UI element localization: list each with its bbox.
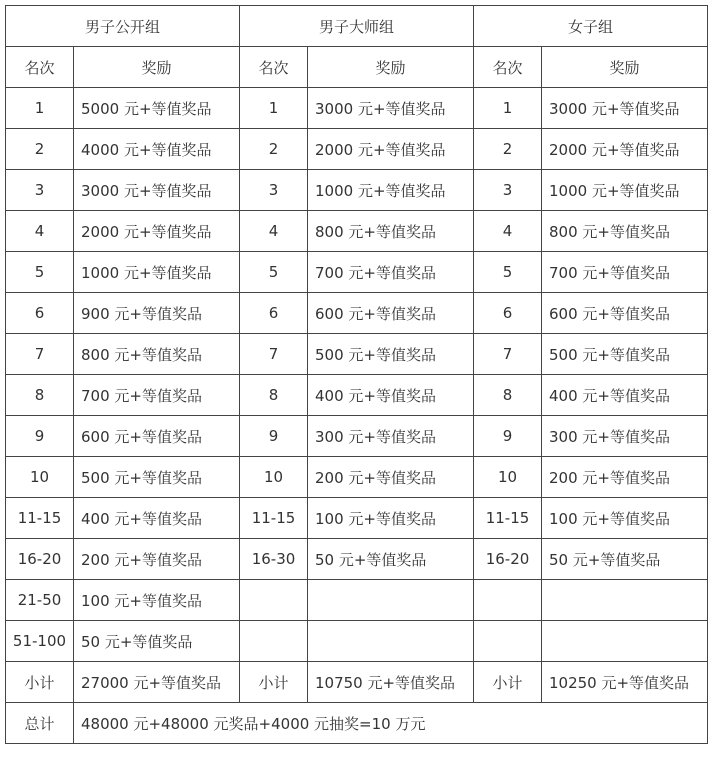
prize-header: 奖励	[74, 47, 240, 88]
men-open-prize: 400 元+等值奖品	[74, 498, 240, 539]
rank-header: 名次	[474, 47, 542, 88]
subtotal-label: 小计	[240, 662, 308, 703]
men-master-rank: 4	[240, 211, 308, 252]
table-row	[6, 457, 708, 498]
women-rank: 6	[474, 293, 542, 334]
men-open-rank: 10	[6, 457, 74, 498]
total-row	[6, 703, 708, 744]
men-open-rank: 8	[6, 375, 74, 416]
table-row	[6, 416, 708, 457]
men-master-prize: 50 元+等值奖品	[308, 539, 474, 580]
women-rank: 5	[474, 252, 542, 293]
men-master-rank: 11-15	[240, 498, 308, 539]
table-row	[6, 170, 708, 211]
table-row	[6, 129, 708, 170]
women-prize: 3000 元+等值奖品	[542, 88, 708, 129]
table-row	[6, 621, 708, 662]
men-open-prize: 700 元+等值奖品	[74, 375, 240, 416]
men-master-rank: 7	[240, 334, 308, 375]
women-rank: 7	[474, 334, 542, 375]
men-master-prize: 1000 元+等值奖品	[308, 170, 474, 211]
total-value: 48000 元+48000 元奖品+4000 元抽奖=10 万元	[74, 703, 708, 744]
men-master-rank: 2	[240, 129, 308, 170]
men-master-prize: 700 元+等值奖品	[308, 252, 474, 293]
women-rank: 2	[474, 129, 542, 170]
men-open-prize: 2000 元+等值奖品	[74, 211, 240, 252]
rank-header: 名次	[6, 47, 74, 88]
men-master-prize: 300 元+等值奖品	[308, 416, 474, 457]
women-rank: 10	[474, 457, 542, 498]
men-open-rank: 5	[6, 252, 74, 293]
men-master-rank: 5	[240, 252, 308, 293]
subtotal-label: 小计	[6, 662, 74, 703]
men-master-rank	[240, 580, 308, 621]
women-rank	[474, 621, 542, 662]
table-row	[6, 252, 708, 293]
men-master-prize: 100 元+等值奖品	[308, 498, 474, 539]
men-master-prize	[308, 621, 474, 662]
men-open-rank: 7	[6, 334, 74, 375]
men-open-rank: 1	[6, 88, 74, 129]
women-prize: 50 元+等值奖品	[542, 539, 708, 580]
men-open-prize: 4000 元+等值奖品	[74, 129, 240, 170]
men-master-prize: 3000 元+等值奖品	[308, 88, 474, 129]
men-master-rank: 16-30	[240, 539, 308, 580]
women-prize	[542, 580, 708, 621]
women-prize: 100 元+等值奖品	[542, 498, 708, 539]
table-row	[6, 293, 708, 334]
subtotal-men-master: 10750 元+等值奖品	[308, 662, 474, 703]
prize-table-body	[6, 6, 708, 744]
men-master-rank: 9	[240, 416, 308, 457]
men-master-rank: 1	[240, 88, 308, 129]
women-rank: 8	[474, 375, 542, 416]
group-header-row	[6, 6, 708, 47]
men-open-rank: 51-100	[6, 621, 74, 662]
women-rank: 4	[474, 211, 542, 252]
men-master-prize: 600 元+等值奖品	[308, 293, 474, 334]
men-open-rank: 2	[6, 129, 74, 170]
subtotal-label: 小计	[474, 662, 542, 703]
table-row	[6, 498, 708, 539]
table-row	[6, 375, 708, 416]
women-rank: 9	[474, 416, 542, 457]
women-rank: 11-15	[474, 498, 542, 539]
women-rank: 3	[474, 170, 542, 211]
men-master-prize: 400 元+等值奖品	[308, 375, 474, 416]
men-open-rank: 4	[6, 211, 74, 252]
men-open-prize: 500 元+等值奖品	[74, 457, 240, 498]
group-men-master: 男子大师组	[240, 6, 474, 47]
men-master-prize: 2000 元+等值奖品	[308, 129, 474, 170]
men-open-prize: 3000 元+等值奖品	[74, 170, 240, 211]
men-master-rank	[240, 621, 308, 662]
men-open-rank: 11-15	[6, 498, 74, 539]
table-row	[6, 334, 708, 375]
total-label: 总计	[6, 703, 74, 744]
men-master-prize	[308, 580, 474, 621]
men-open-rank: 9	[6, 416, 74, 457]
women-prize: 800 元+等值奖品	[542, 211, 708, 252]
men-open-prize: 200 元+等值奖品	[74, 539, 240, 580]
women-rank	[474, 580, 542, 621]
men-master-rank: 10	[240, 457, 308, 498]
men-open-prize: 50 元+等值奖品	[74, 621, 240, 662]
women-prize: 400 元+等值奖品	[542, 375, 708, 416]
women-prize: 300 元+等值奖品	[542, 416, 708, 457]
subtotal-row	[6, 662, 708, 703]
column-header-row	[6, 47, 708, 88]
women-prize: 500 元+等值奖品	[542, 334, 708, 375]
rank-header: 名次	[240, 47, 308, 88]
men-master-prize: 500 元+等值奖品	[308, 334, 474, 375]
men-open-prize: 1000 元+等值奖品	[74, 252, 240, 293]
men-open-prize: 100 元+等值奖品	[74, 580, 240, 621]
men-master-rank: 3	[240, 170, 308, 211]
men-open-prize: 5000 元+等值奖品	[74, 88, 240, 129]
men-master-rank: 6	[240, 293, 308, 334]
men-master-prize: 200 元+等值奖品	[308, 457, 474, 498]
men-open-prize: 900 元+等值奖品	[74, 293, 240, 334]
prize-header: 奖励	[542, 47, 708, 88]
prize-table	[5, 5, 708, 744]
men-master-rank: 8	[240, 375, 308, 416]
women-prize: 2000 元+等值奖品	[542, 129, 708, 170]
women-prize: 600 元+等值奖品	[542, 293, 708, 334]
table-row	[6, 539, 708, 580]
women-prize: 1000 元+等值奖品	[542, 170, 708, 211]
men-open-rank: 6	[6, 293, 74, 334]
men-open-rank: 21-50	[6, 580, 74, 621]
men-open-prize: 600 元+等值奖品	[74, 416, 240, 457]
men-open-rank: 16-20	[6, 539, 74, 580]
men-open-rank: 3	[6, 170, 74, 211]
women-rank: 1	[474, 88, 542, 129]
group-women: 女子组	[474, 6, 708, 47]
women-rank: 16-20	[474, 539, 542, 580]
table-row	[6, 88, 708, 129]
table-row	[6, 580, 708, 621]
subtotal-women: 10250 元+等值奖品	[542, 662, 708, 703]
group-men-open: 男子公开组	[6, 6, 240, 47]
women-prize: 200 元+等值奖品	[542, 457, 708, 498]
men-open-prize: 800 元+等值奖品	[74, 334, 240, 375]
subtotal-men-open: 27000 元+等值奖品	[74, 662, 240, 703]
men-master-prize: 800 元+等值奖品	[308, 211, 474, 252]
table-row	[6, 211, 708, 252]
women-prize: 700 元+等值奖品	[542, 252, 708, 293]
women-prize	[542, 621, 708, 662]
prize-header: 奖励	[308, 47, 474, 88]
